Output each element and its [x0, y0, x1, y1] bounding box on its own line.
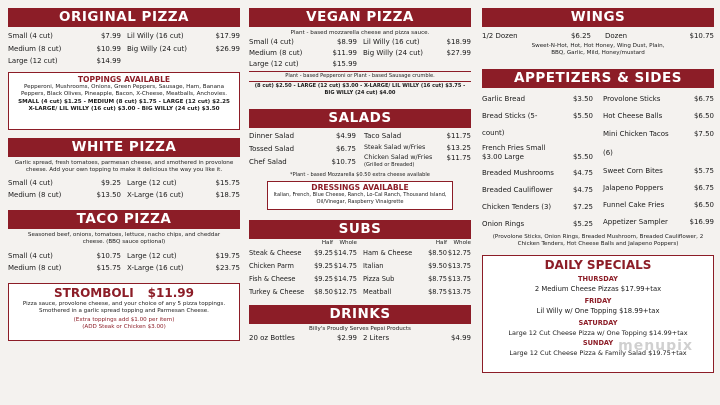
wings-flavors: Sweet-N-Hot, Hot, Hot Honey, Wing Dust, Plain, BBQ, Garlic, Mild, Honey/mustard [531, 42, 665, 56]
appetizers-header: APPETIZERS & SIDES [482, 69, 714, 88]
original-pizza-header: ORIGINAL PIZZA [8, 8, 240, 27]
menu-item: Tossed Salad $6.75 [249, 145, 356, 153]
daily-specials-box [482, 255, 714, 373]
menu-item: Lil Willy (16 cut) $17.99 [127, 32, 240, 40]
dressings-box [267, 181, 453, 210]
white-pizza-prices [8, 177, 240, 202]
sampler-note: (Provolone Sticks, Onion Rings, Breaded Mushroom, Breaded Cauliflower, 2 Chicken Tenders, Hot Cheese Balls and Jalapeno Poppers) [492, 233, 704, 247]
menu-item: Appetizer Sampler $16.99 [603, 217, 714, 226]
menu-item: Funnel Cake Fries $6.50 [603, 200, 714, 209]
menu-item: Breaded Mushrooms $4.75 [482, 168, 593, 177]
toppings-list: Pepperoni, Mushrooms, Onions, Green Peppers, Sausage, Ham, Banana Peppers, Black Olives, Pineapple, Bacon, X-Cheese, Meatballs, Anchovies. [21, 83, 227, 97]
stromboli-heading [13, 286, 235, 300]
menu-item: Steak Salad w/Fries $13.25 [364, 144, 471, 152]
vegan-subtitle: Plant - based mozzarella cheese and pizza sauce. [290, 30, 430, 36]
vegan-toppings-note: Plant - based Pepperoni or Plant - based Sausage crumble. [249, 71, 471, 82]
wings-header: WINGS [482, 8, 714, 27]
menu-item: X-Large (16 cut) $18.75 [127, 191, 240, 199]
menu-item: Big Willy (24 cut) $26.99 [127, 44, 240, 53]
subs-header: SUBS [249, 220, 471, 239]
subs-prices [249, 240, 471, 299]
menu-item: Chicken Salad w/Fries $11.75 [364, 154, 471, 162]
menu-item: Small (4 cut) $10.75 [8, 251, 121, 260]
menu-item: Garlic Bread $3.50 [482, 94, 593, 103]
stromboli-title: STROMBOLI [54, 285, 134, 300]
stromboli-price: $11.99 [147, 285, 194, 300]
menu-item: Small (4 cut) $8.99 [249, 38, 357, 46]
menu-item: Large (12 cut) $14.99 [8, 57, 121, 65]
special-deal: Large 12 Cut Cheese Pizza & Family Salad $19.75+tax [509, 348, 687, 357]
toppings-prices: X-LARGE/ LIL WILLY (16 cut) $3.00 - BIG WILLY (24 cut) $3.50 [28, 105, 220, 112]
taco-pizza-desc: Seasoned beef, onions, tomatoes, lettuce, nacho chips, and cheddar cheese. (BBQ sauce optional) [27, 231, 221, 245]
menu-item: Mini Chicken Tacos (6) $7.50 [603, 129, 714, 157]
menu-item: 1/2 Dozen $6.25 [482, 32, 591, 40]
menu-item: Italian $9.50 $13.75 [363, 262, 471, 270]
menu-item: Dinner Salad $4.99 [249, 132, 356, 140]
column-left [8, 8, 240, 341]
white-pizza-header: WHITE PIZZA [8, 138, 240, 157]
toppings-prices: SMALL (4 cut) $1.25 - MEDIUM (8 cut) $1.75 - LARGE (12 cut) $2.25 [18, 98, 230, 105]
menu-item: Taco Salad $11.75 [364, 132, 471, 140]
original-pizza-prices [8, 30, 240, 68]
stromboli-note: (Extra toppings add $1.00 per item) [73, 316, 175, 323]
menu-item: Turkey & Cheese $8.50 $12.75 [249, 288, 357, 296]
subs-col-heads: Half Whole [321, 240, 357, 246]
menu-item: Breaded Cauliflower $4.75 [482, 185, 593, 194]
vegan-pizza-prices [249, 37, 471, 70]
stromboli-note: (ADD Steak or Chicken $3.00) [82, 323, 166, 330]
menu-item: Medium (8 cut) $13.50 [8, 191, 121, 199]
special-day: THURSDAY [578, 274, 618, 283]
menu-item: Chicken Parm $9.25 $14.75 [249, 262, 357, 270]
salad-sub-note: (Grilled or Breaded) [364, 162, 415, 168]
menu-item: Medium (8 cut) $10.99 [8, 44, 121, 53]
menu-item: X-Large (16 cut) $23.75 [127, 264, 240, 272]
appetizers-prices [482, 91, 714, 233]
menu-item: Medium (8 cut) $11.99 [249, 49, 357, 57]
toppings-box [8, 72, 240, 130]
vegan-toppings-prices: BIG WILLY (24 cut) $4.00 [324, 90, 396, 96]
menu-item: Medium (8 cut) $15.75 [8, 264, 121, 272]
dressings-list: Italian, French, Blue Cheese, Ranch, Lo-Cal Ranch, Thousand Island, Oil/Vinegar, Raspberry Vinaigrette [273, 192, 447, 205]
menu-item: 2 Liters $4.99 [363, 334, 471, 342]
menu-item: Onion Rings $5.25 [482, 219, 593, 228]
drinks-header: DRINKS [249, 305, 471, 324]
special-day: FRIDAY [584, 296, 612, 305]
menu-item: Small (4 cut) $7.99 [8, 32, 121, 40]
drinks-subtitle: Billy's Proudly Serves Pepsi Products [309, 326, 411, 332]
menu-item: Provolone Sticks $6.75 [603, 94, 714, 103]
salads-header: SALADS [249, 109, 471, 128]
drinks-prices [249, 333, 471, 343]
column-right [482, 8, 714, 373]
special-day: SATURDAY [578, 318, 618, 327]
stromboli-desc: Pizza sauce, provolone cheese, and your choice of any 5 pizza toppings. Smothered in a garlic spread topping and Parmesan Cheese. [22, 300, 226, 314]
daily-specials-title: DAILY SPECIALS [544, 257, 652, 272]
menu-item: Large (12 cut) $19.75 [127, 251, 240, 260]
column-middle [249, 8, 471, 343]
menu-item: Ham & Cheese $8.50 $12.75 [363, 249, 471, 257]
menu-item: Dozen $10.75 [605, 32, 714, 40]
wings-prices [482, 30, 714, 43]
menu-item: 20 oz Bottles $2.99 [249, 334, 357, 342]
menu-item: Jalapeno Poppers $6.75 [603, 183, 714, 192]
special-deal: Large 12 Cut Cheese Pizza w/ One Topping $14.99+tax [508, 328, 688, 337]
special-deal: 2 Medium Cheese Pizzas $17.99+tax [534, 284, 662, 293]
toppings-title: TOPPINGS AVAILABLE [77, 74, 171, 84]
menu-item: Meatball $8.75 $13.75 [363, 288, 471, 296]
dressings-title: DRESSINGS AVAILABLE [311, 183, 409, 192]
menu-item: Steak & Cheese $9.25 $14.75 [249, 249, 357, 257]
white-pizza-desc: Garlic spread, fresh tomatoes, parmesan cheese, and smothered in provolone cheese. Add your own topping to make it delicious the way you like it. [14, 159, 234, 173]
vegan-pizza-header: VEGAN PIZZA [249, 8, 471, 27]
salads-note: *Plant - based Mozzarella $0.50 extra cheese available [290, 172, 430, 178]
menu-item: Hot Cheese Balls $6.50 [603, 111, 714, 120]
vegan-toppings-prices: (8 cut) $2.50 - LARGE (12 cut) $3.00 - X-LARGE/ LIL WILLY (16 cut) $3.75 - [254, 83, 466, 89]
menu-item: French Fries Small $3.00 Large $5.50 [482, 143, 593, 161]
menu-item: Big Willy (24 cut) $27.99 [363, 49, 471, 57]
menu-item: Chicken Tenders (3) $7.25 [482, 202, 593, 211]
stromboli-box [8, 283, 240, 341]
menu-item: Sweet Corn Bites $5.75 [603, 166, 714, 175]
menu-item: Chef Salad $10.75 [249, 158, 356, 166]
menu-item: Small (4 cut) $9.25 [8, 178, 121, 187]
special-deal: Lil Willy w/ One Topping $18.99+tax [536, 306, 660, 315]
menu-item: Lil Willy (16 cut) $18.99 [363, 38, 471, 46]
menu-item: Pizza Sub $8.75 $13.75 [363, 275, 471, 283]
subs-col-heads: Half Whole [435, 240, 471, 246]
taco-pizza-header: TACO PIZZA [8, 210, 240, 229]
special-day: SUNDAY [582, 338, 614, 347]
menu-item: Bread Sticks (5- count) $5.50 [482, 111, 593, 137]
menu-item: Large (12 cut) $15.75 [127, 178, 240, 187]
watermark-logo: menupix [618, 337, 693, 354]
salads-prices [249, 130, 471, 169]
menu-item: Large (12 cut) $15.99 [249, 60, 357, 68]
menu-item: Fish & Cheese $9.25 $14.75 [249, 275, 357, 283]
taco-pizza-prices [8, 250, 240, 275]
